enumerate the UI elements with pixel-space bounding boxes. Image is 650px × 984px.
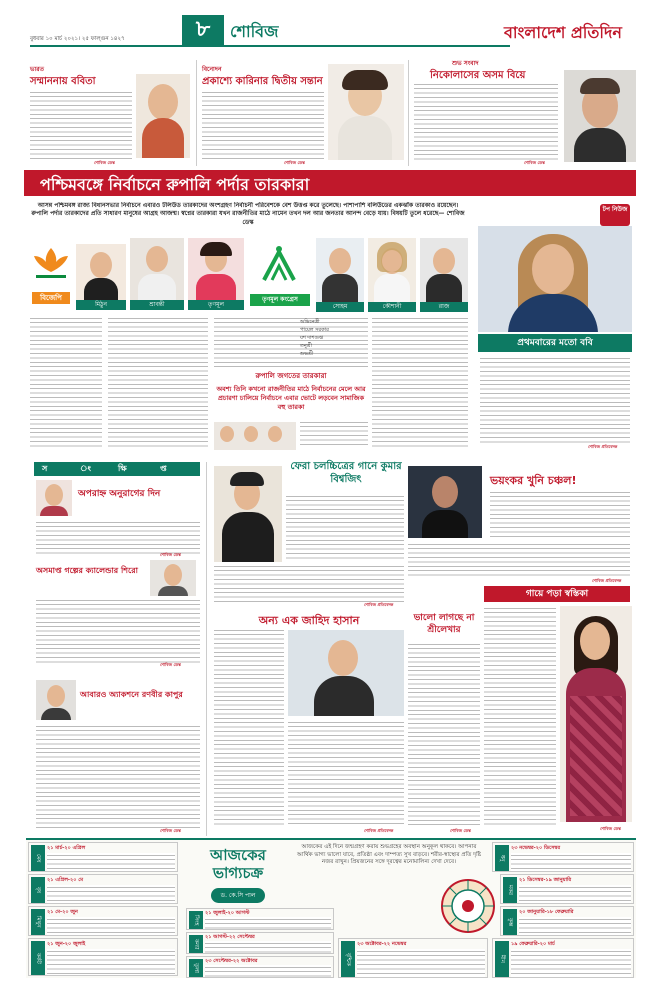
- zodiac-range: ২৩ নভেম্বর-২০ ডিসেম্বর: [511, 845, 561, 851]
- pull-quote-body: অবশ্য তিনি কখনো রাজনীতির মাঠে নির্বাচনের মেলে আর প্রচারণা চালিয়ে নির্বাচনে এবার ভোটে লড়বেন সামাজিক বহু তারকা: [216, 385, 366, 411]
- candidate-photo: [316, 238, 364, 302]
- top-news-logo: টপ নিউজ: [600, 204, 630, 226]
- zodiac-box: [186, 932, 334, 954]
- pull-quote-head: রুপালি জগতের তারকারা: [255, 372, 327, 380]
- bobita-photo: [136, 74, 190, 158]
- article-title: প্রকাশ্যে কারিনার দ্বিতীয় সন্তান: [202, 76, 323, 87]
- tag-label: শুভ সংবাদ: [452, 60, 479, 67]
- bobby-photo: [478, 226, 632, 332]
- zodiac-box: [28, 938, 178, 976]
- zodiac-box: [492, 842, 634, 872]
- zodiac-sign: বৃষ: [31, 877, 45, 903]
- horoscope-author: ড. কে.সি পাল: [211, 888, 266, 903]
- zodiac-box: [500, 906, 634, 936]
- zodiac-sign: মিথুন: [31, 909, 45, 935]
- tmc-label: তৃণমূল কংগ্রেস: [250, 294, 310, 306]
- brand-logo: বাংলাদেশ প্রতিদিন: [504, 23, 622, 42]
- article-body: [202, 90, 324, 160]
- article-body: [414, 82, 558, 160]
- brief-photo: [36, 680, 76, 720]
- zodiac-range: ২০ জানুয়ারি-১৮ ফেব্রুয়ারি: [519, 909, 574, 915]
- photo-caption: তৃণমূল: [188, 300, 244, 310]
- kumar-body: [286, 494, 404, 562]
- jahid-title: অন্য এক জাহিদ হাসান: [258, 614, 360, 627]
- masthead-rule: [30, 45, 510, 47]
- zodiac-box: [28, 874, 178, 904]
- lead-inset-photo: [214, 422, 296, 450]
- zodiac-box: [338, 938, 488, 978]
- brief-title: অপরাহ্ন অনুরাগের দিন: [78, 489, 161, 499]
- byline: শোবিজ ডেস্ক: [94, 160, 115, 165]
- masthead: [24, 14, 636, 52]
- zodiac-wheel-icon: [440, 878, 496, 934]
- top-row: [24, 60, 636, 170]
- zodiac-range: ২১ আগস্ট-২২ সেপ্টেম্বর: [205, 934, 255, 940]
- byline: শোবিজ প্রতিবেদক: [592, 578, 622, 583]
- tag-label: বিনোদন: [202, 66, 222, 73]
- lead-body-col: [30, 316, 102, 448]
- byline: শোবিজ ডেস্ক: [160, 828, 181, 833]
- kareena-photo: [328, 64, 404, 160]
- horoscope-intro: আজকের এই দিনে জন্মগ্রহণ করায় শুভগ্রহের অবস্থান অনুকূল থাকবে। আপনার আর্থিক ভাগ্য ভালো যাবে, প্রতিষ্ঠা এবং দাম্পত্য সুখ বাড়বে। শরীর-স্বাস্থ্যের প্রতি দৃষ্টি নজর রাখুন। প্রিয়জনের সঙ্গে দূরত্বের মনোমালিন্য দেখা দেবে।: [296, 844, 482, 866]
- zodiac-sign: কুম্ভ: [503, 909, 517, 935]
- article-title: নিকোলাসের অসম বিয়ে: [430, 70, 526, 81]
- tag-label: ভারত: [30, 66, 45, 73]
- byline: শোবিজ ডেস্ক: [450, 828, 471, 833]
- lead-body-col: [108, 316, 208, 448]
- lead-body-col: [372, 316, 468, 448]
- brief-photo: [36, 480, 72, 516]
- section-title: শোবিজ: [230, 22, 279, 41]
- chanchal-photo: [408, 466, 482, 538]
- brief-title: অসমাপ্ত গল্পের ক্যালেন্ডার শিরো: [36, 566, 138, 575]
- nicolas-photo: [564, 70, 636, 162]
- byline: শোবিজ প্রতিবেদক: [364, 828, 394, 833]
- lead-headline-band: [24, 170, 636, 196]
- photo-caption: শ্রাবন্তী: [130, 300, 184, 310]
- zodiac-range: ২১ জুন-২০ জুলাই: [47, 941, 86, 947]
- article-title: সম্মাননায় ববিতা: [30, 76, 96, 87]
- zodiac-box: [28, 842, 178, 872]
- tmc-logo: [254, 240, 304, 290]
- zodiac-range: ২১ এপ্রিল-২০ মে: [47, 877, 84, 883]
- byline: শোবিজ ডেস্ক: [524, 160, 545, 165]
- chanchal-title: ভয়ংকর খুনি চঞ্চল!: [490, 474, 577, 487]
- side-captions: অভিনেত্রী পায়েল সরকার যশ দাশগুপ্ত তনুশ্রী শুভশ্রী: [300, 319, 329, 357]
- swastika-title-bar: [484, 586, 630, 602]
- jahid-photo: [288, 630, 404, 716]
- candidate-photo: [188, 238, 244, 300]
- byline: শোবিজ ডেস্ক: [160, 552, 181, 557]
- horoscope-title: আজকের ভাগ্যচক্র: [210, 846, 266, 882]
- kumar-body: [214, 564, 404, 602]
- zodiac-box: [492, 938, 634, 978]
- zodiac-range: ২১ জুলাই-২০ আগস্ট: [205, 910, 250, 916]
- chanchal-body: [490, 490, 630, 538]
- lead-headline: পশ্চিমবঙ্গে নির্বাচনে রুপালি পর্দার তারকারা: [40, 175, 310, 194]
- zodiac-sign: সিংহ: [189, 911, 203, 929]
- zodiac-range: ২৩ অক্টোবর-২২ নভেম্বর: [357, 941, 407, 947]
- zodiac-box: [500, 874, 634, 904]
- chanchal-body: [408, 542, 630, 578]
- brief-body: [36, 598, 200, 664]
- photo-caption: মিঠুন: [76, 300, 126, 310]
- swastika-title: গায়ে পড়া স্বস্তিকা: [525, 589, 589, 599]
- zodiac-sign: বৃশ্চিক: [341, 941, 355, 977]
- zodiac-range: ২১ মার্চ-২০ এপ্রিল: [47, 845, 86, 851]
- lead-intro: আসন্ন পশ্চিমবঙ্গ রাজ্য বিধানসভার নির্বাচনে এবারও টলিউড তারকাদের অংশগ্রহণ নির্বাচনী পরিবেশকে বেশ উত্তপ্ত করে তুলেছে। পাশাপাশি বলিউডের একঝাঁক তারকাও রয়েছেন। রুপালি পর্দার তারকাদের প্রতি সাধারণ মানুষের আগ্রহ আজন্ম। স্বপ্নের তারকারা যখন রাজনীতির মাঠে নামেন তখন দল আর জনতার আনন্দ বেড়ে যায়। বিষয়টি তুলে ধরেছে— শোবিজ ডেস্ক: [31, 202, 465, 226]
- byline: শোবিজ ডেস্ক: [160, 662, 181, 667]
- zodiac-sign: ধনু: [495, 845, 509, 871]
- zodiac-box: [28, 906, 178, 936]
- candidate-photo: [420, 238, 468, 302]
- candidate-photo: [76, 244, 126, 300]
- zodiac-sign: মীন: [495, 941, 509, 977]
- brief-title: আবারও অ্যাকশনে রণবীর কাপুর: [80, 690, 183, 699]
- zodiac-sign: কর্কট: [31, 941, 45, 975]
- photo-caption: রাজ: [420, 302, 468, 312]
- date-line: বুধবার ১০ মার্চ ২০২১। ২৫ ফাল্গুন ১৪২৭: [30, 36, 125, 42]
- feature-title-bar: [478, 334, 632, 352]
- brief-body: [36, 520, 200, 554]
- jahid-body: [214, 628, 284, 828]
- feature-title: প্রথমবারের মতো ববি: [517, 338, 593, 348]
- zodiac-box: [186, 956, 334, 978]
- zodiac-sign: কন্যা: [189, 935, 203, 953]
- article-body: [30, 90, 132, 160]
- sreelekha-title: ভালো লাগছে না শ্রীলেখার: [413, 613, 475, 635]
- jahid-body: [288, 720, 404, 826]
- kumar-photo: [214, 466, 282, 562]
- candidate-photo: [130, 238, 184, 300]
- page-number: ৮: [182, 15, 224, 45]
- sreelekha-body: [408, 642, 480, 828]
- byline: শোবিজ ডেস্ক: [600, 826, 621, 831]
- kumar-title: ফেরা চলচ্চিত্রের গানে কুমার বিশ্বজিৎ: [290, 461, 402, 485]
- photo-caption: কৌশানী: [368, 302, 416, 312]
- zodiac-range: ২১ ডিসেম্বর-১৯ জানুয়ারি: [519, 877, 572, 883]
- byline: শোবিজ প্রতিবেদক: [588, 444, 618, 449]
- zodiac-sign: মকর: [503, 877, 517, 903]
- zodiac-sign: তুলা: [189, 959, 203, 977]
- bjp-label: বিজেপি: [32, 292, 70, 304]
- brief-body: [36, 724, 200, 828]
- byline: শোবিজ প্রতিবেদক: [364, 602, 394, 607]
- byline: শোবিজ ডেস্ক: [284, 160, 305, 165]
- photo-caption: সোহম: [316, 302, 364, 312]
- zodiac-range: ২১ মে-২০ জুন: [47, 909, 78, 915]
- zodiac-box: [186, 908, 334, 930]
- zodiac-sign: মেষ: [31, 845, 45, 871]
- brief-photo: [150, 560, 196, 596]
- zodiac-range: ২৩ সেপ্টেম্বর-২২ অক্টোবর: [205, 958, 258, 964]
- bjp-lotus-logo: [30, 242, 72, 288]
- candidate-photo: [368, 238, 416, 302]
- swastika-photo: [560, 606, 632, 822]
- lead-body-col: [300, 420, 368, 448]
- brief-tag: স ং ক্ষি প্ত: [34, 462, 200, 476]
- horoscope-title-block: [186, 846, 290, 899]
- zodiac-range: ১৯ ফেব্রুয়ারি-২০ মার্চ: [511, 941, 555, 947]
- feature-body: [480, 356, 630, 444]
- swastika-body: [484, 606, 556, 826]
